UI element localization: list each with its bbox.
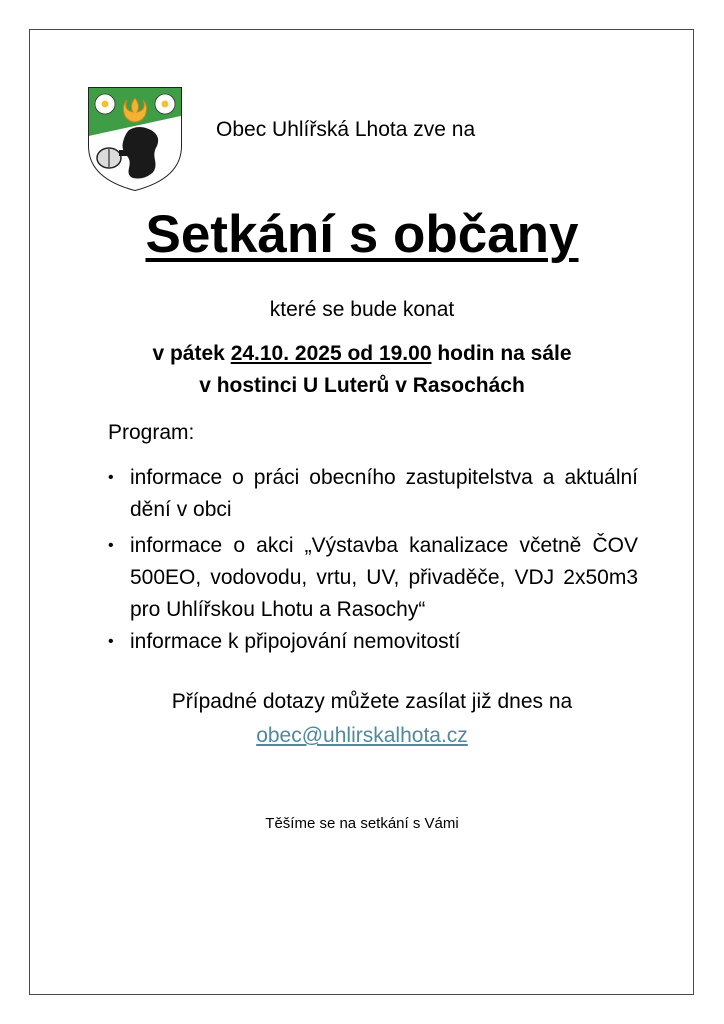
list-item [108,530,638,626]
event-date-line [0,342,724,366]
page-title-text: Setkání s občany [145,205,579,264]
closing-text: Těšíme se na setkání s Vámi [265,815,459,832]
program-label: Program: [108,421,195,444]
list-item [108,626,638,658]
page-title [0,205,724,266]
coat-of-arms-icon [87,86,183,192]
list-item [108,462,638,526]
questions-text: Případné dotazy můžete zasílat již dnes na [171,690,573,713]
event-date-prefix: v pátek [152,342,231,365]
subtitle: které se bude konat [269,298,455,321]
event-location: v hostinci U Luterů v Rasochách [199,374,525,397]
list-item-text: informace o akci „Výstavba kanalizace včetně ČOV 500EO, vodovodu, vrtu, UV, přivaděče, VDJ 2x50m3 pro Uhlířskou Lhotu a Rasochy“ [130,534,638,621]
bullet-icon: • [108,469,114,486]
event-date-suffix: hodin na sále [431,342,572,365]
list-item-text: informace o práci obecního zastupitelstva a aktuální dění v obci [130,466,638,521]
bullet-icon: • [108,537,114,554]
event-datetime: 24.10. 2025 od 19.00 [230,342,432,365]
intro-text: Obec Uhlířská Lhota zve na [216,118,476,141]
email-link[interactable]: obec@uhlirskalhota.cz [256,724,468,747]
bullet-icon: • [108,633,114,650]
list-item-text: informace k připojování nemovitostí [130,630,461,653]
